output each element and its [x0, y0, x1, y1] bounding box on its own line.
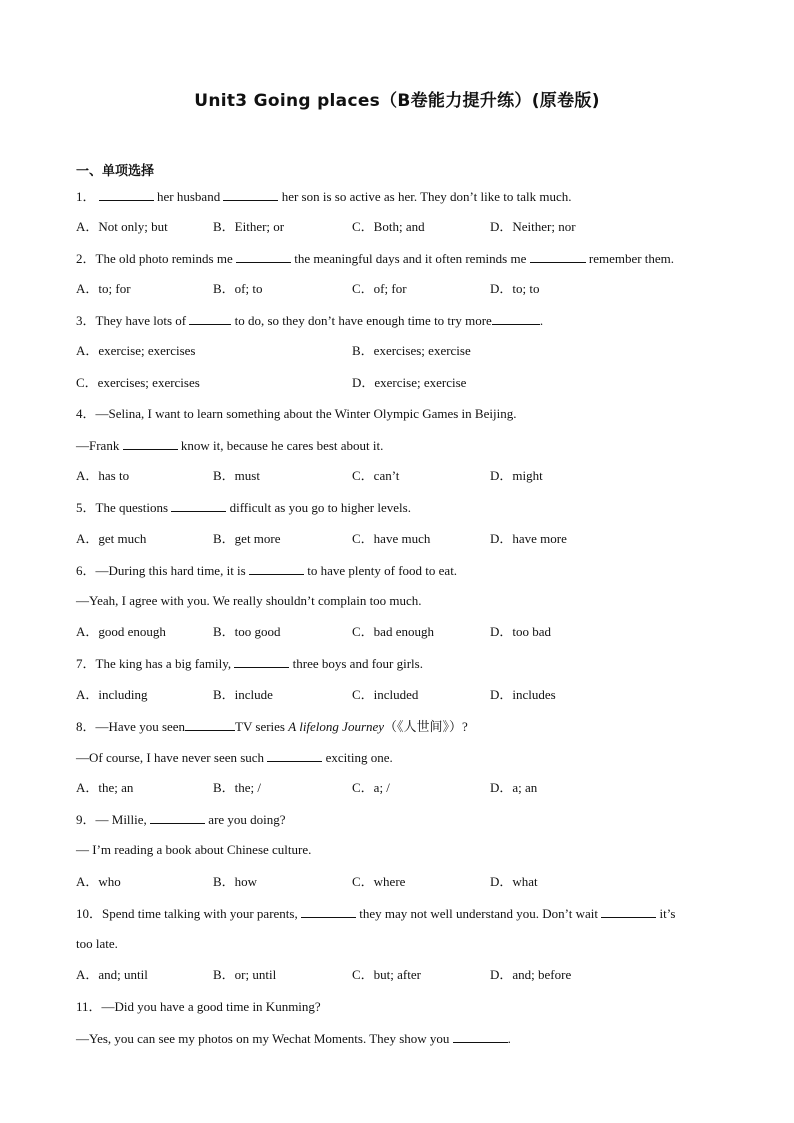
option-d[interactable]: D．and; before	[490, 967, 572, 982]
option-b[interactable]: B．include	[213, 687, 273, 702]
answer-blank[interactable]	[189, 312, 231, 325]
answer-blank[interactable]	[267, 749, 322, 762]
answer-blank[interactable]	[453, 1030, 508, 1043]
option-b[interactable]: B．get more	[213, 531, 281, 546]
option-b[interactable]: B．the; /	[213, 780, 262, 795]
option-d[interactable]: D．what	[490, 874, 538, 889]
option-a[interactable]: A．exercise; exercises	[76, 343, 196, 358]
option-b[interactable]: B．of; to	[213, 281, 263, 296]
question-11: 11．—Did you have a good time in Kunming?	[76, 999, 321, 1014]
question-8: 8．—Have you seen TV series A lifelong Journey（《人世间》）?	[76, 719, 468, 734]
option-d[interactable]: D．Neither; nor	[490, 219, 576, 234]
option-a[interactable]: A．Not only; but	[76, 219, 168, 234]
option-c[interactable]: C．included	[352, 687, 419, 702]
option-a[interactable]: A．to; for	[76, 281, 131, 296]
question-6: 6．—During this hard time, it is to have plenty of food to eat.	[76, 563, 458, 578]
option-a[interactable]: A．including	[76, 687, 148, 702]
question-3: 3．They have lots of to do, so they don’t have enough time to try more .	[76, 313, 544, 328]
option-b[interactable]: B．Either; or	[213, 219, 285, 234]
question-10: 10．Spend time talking with your parents, they may not well understand you. Don’t wait it’s	[76, 906, 676, 921]
question-4: 4．—Selina, I want to learn something about the Winter Olympic Games in Beijing.	[76, 406, 517, 421]
question-11-line-2: —Yes, you can see my photos on my Wechat Moments. They show you .	[76, 1031, 511, 1046]
document-title: Unit3 Going places（B卷能力提升练）(原卷版)	[194, 91, 600, 111]
question-1: 1． her husband her son is so active as her. They don’t like to talk much.	[76, 189, 572, 204]
answer-blank[interactable]	[185, 718, 235, 731]
answer-blank[interactable]	[234, 655, 289, 668]
option-c[interactable]: C．a; /	[352, 780, 390, 795]
question-2: 2．The old photo reminds me the meaningful days and it often reminds me remember them.	[76, 251, 675, 266]
option-c[interactable]: C．but; after	[352, 967, 421, 982]
answer-blank[interactable]	[492, 312, 540, 325]
option-c[interactable]: C．have much	[352, 531, 431, 546]
option-c[interactable]: C．can’t	[352, 468, 400, 483]
option-b[interactable]: B．how	[213, 874, 258, 889]
answer-blank[interactable]	[123, 437, 178, 450]
option-d[interactable]: D．to; to	[490, 281, 540, 296]
answer-blank[interactable]	[223, 188, 278, 201]
question-6-line-2: —Yeah, I agree with you. We really shouldn’t complain too much.	[76, 593, 422, 608]
option-d[interactable]: D．exercise; exercise	[352, 375, 467, 390]
option-d[interactable]: D．too bad	[490, 624, 552, 639]
option-a[interactable]: A．the; an	[76, 780, 134, 795]
option-d[interactable]: D．have more	[490, 531, 567, 546]
option-b[interactable]: B．exercises; exercise	[352, 343, 471, 358]
option-a[interactable]: A．and; until	[76, 967, 148, 982]
question-10-line-2: too late.	[76, 936, 118, 951]
answer-blank[interactable]	[150, 811, 205, 824]
question-8-line-2: —Of course, I have never seen such exciting one.	[76, 750, 393, 765]
answer-blank[interactable]	[530, 250, 586, 263]
option-b[interactable]: B．must	[213, 468, 260, 483]
option-a[interactable]: A．get much	[76, 531, 147, 546]
answer-blank[interactable]	[99, 188, 154, 201]
section-heading: 一、单项选择	[76, 164, 155, 179]
option-b[interactable]: B．or; until	[213, 967, 277, 982]
question-5: 5．The questions difficult as you go to higher levels.	[76, 500, 411, 515]
option-c[interactable]: C．bad enough	[352, 624, 434, 639]
answer-blank[interactable]	[236, 250, 291, 263]
option-a[interactable]: A．good enough	[76, 624, 166, 639]
answer-blank[interactable]	[301, 905, 356, 918]
option-d[interactable]: D．a; an	[490, 780, 538, 795]
question-9: 9．— Millie, are you doing?	[76, 812, 286, 827]
question-9-line-2: — I’m reading a book about Chinese culture.	[76, 842, 312, 857]
option-a[interactable]: A．has to	[76, 468, 130, 483]
option-b[interactable]: B．too good	[213, 624, 281, 639]
option-c[interactable]: C．of; for	[352, 281, 407, 296]
option-d[interactable]: D．might	[490, 468, 543, 483]
option-c[interactable]: C．Both; and	[352, 219, 425, 234]
option-a[interactable]: A．who	[76, 874, 121, 889]
option-c[interactable]: C．where	[352, 874, 406, 889]
option-c[interactable]: C．exercises; exercises	[76, 375, 200, 390]
answer-blank[interactable]	[249, 562, 304, 575]
question-7: 7．The king has a big family, three boys and four girls.	[76, 656, 423, 671]
option-d[interactable]: D．includes	[490, 687, 556, 702]
question-4-line-2: —Frank know it, because he cares best about it.	[76, 438, 384, 453]
answer-blank[interactable]	[601, 905, 656, 918]
answer-blank[interactable]	[171, 499, 226, 512]
